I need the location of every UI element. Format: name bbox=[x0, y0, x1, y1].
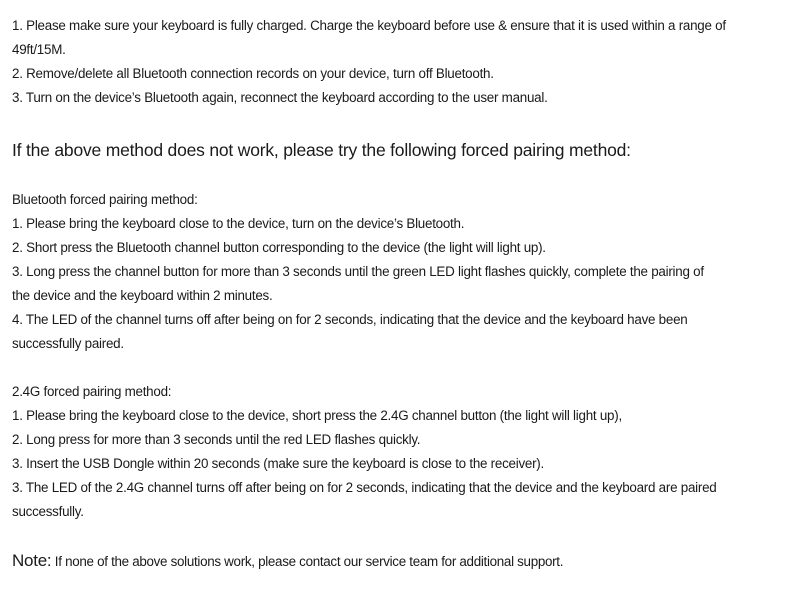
bluetooth-step-2: 2. Short press the Bluetooth channel button corresponding to the device (the light will light up). bbox=[12, 240, 546, 255]
bluetooth-step-4: 4. The LED of the channel turns off after being on for 2 seconds, indicating that the device and the keyboard have been bbox=[12, 312, 688, 327]
bluetooth-section-title: Bluetooth forced pairing method: bbox=[12, 192, 198, 207]
g24-step-3: 3. Insert the USB Dongle within 20 seconds (make sure the keyboard is close to the receiver). bbox=[12, 456, 544, 471]
bluetooth-step-1: 1. Please bring the keyboard close to the device, turn on the device’s Bluetooth. bbox=[12, 216, 465, 231]
basic-step-1-cont: 49ft/15M. bbox=[12, 42, 66, 57]
g24-step-4-cont: successfully. bbox=[12, 504, 84, 519]
bluetooth-step-4-cont: successfully paired. bbox=[12, 336, 124, 351]
g24-section-title: 2.4G forced pairing method: bbox=[12, 384, 172, 399]
g24-step-4: 3. The LED of the 2.4G channel turns off after being on for 2 seconds, indicating that the device and the keyboard are paired bbox=[12, 480, 717, 495]
basic-step-3: 3. Turn on the device’s Bluetooth again, reconnect the keyboard according to the user manual. bbox=[12, 90, 548, 105]
note-text: If none of the above solutions work, please contact our service team for additional support. bbox=[51, 554, 564, 569]
basic-step-2: 2. Remove/delete all Bluetooth connection records on your device, turn off Bluetooth. bbox=[12, 66, 494, 81]
bluetooth-step-3: 3. Long press the channel button for more than 3 seconds until the green LED light flashes quickly, complete the pairing of bbox=[12, 264, 704, 279]
basic-step-1: 1. Please make sure your keyboard is fully charged. Charge the keyboard before use & ensure that it is used within a range of bbox=[12, 18, 726, 33]
g24-step-2: 2. Long press for more than 3 seconds until the red LED flashes quickly. bbox=[12, 432, 421, 447]
note-label: Note: bbox=[12, 551, 52, 570]
fallback-heading: If the above method does not work, please try the following forced pairing method: bbox=[12, 140, 631, 160]
support-note bbox=[12, 553, 563, 570]
bluetooth-step-3-cont: the device and the keyboard within 2 minutes. bbox=[12, 288, 273, 303]
g24-step-1: 1. Please bring the keyboard close to the device, short press the 2.4G channel button (the light will light up), bbox=[12, 408, 622, 423]
